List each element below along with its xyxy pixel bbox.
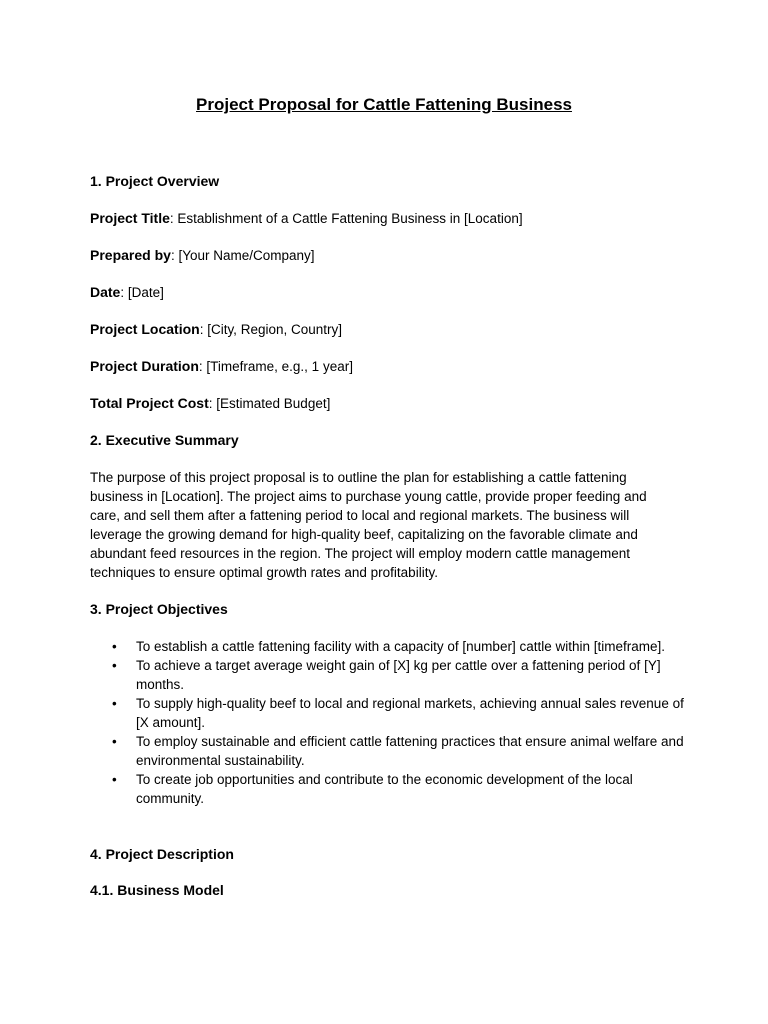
summary-paragraph: The purpose of this project proposal is to outline the plan for establishing a cattle fattening business in [Location]. The project aims to purchase young cattle, provide proper feeding and care, and sell them after a fattening period to local and regional markets. The business will leverage the growing demand for high-quality beef, capitalizing on the favorable climate and abundant feed resources in the region. The project will employ modern cattle management techniques to ensure optimal growth rates and profitability. bbox=[90, 470, 647, 580]
field-label: Total Project Cost bbox=[90, 395, 209, 411]
field-project-title bbox=[90, 209, 690, 228]
list-item-text: To establish a cattle fattening facility with a capacity of [number] cattle within [timeframe]. bbox=[136, 639, 665, 654]
field-value: : [Date] bbox=[120, 285, 164, 300]
section-heading-summary: 2. Executive Summary bbox=[90, 432, 239, 448]
field-value: : [Timeframe, e.g., 1 year] bbox=[198, 359, 353, 374]
list-item bbox=[90, 637, 690, 656]
objectives-list bbox=[90, 637, 690, 808]
field-value: : [Your Name/Company] bbox=[170, 248, 315, 263]
subsection-heading-business-model: 4.1. Business Model bbox=[90, 882, 224, 898]
field-project-location bbox=[90, 320, 690, 339]
field-label: Date bbox=[90, 284, 121, 300]
list-item-text: To achieve a target average weight gain of [X] kg per cattle over a fattening period of [Y] months. bbox=[136, 658, 661, 692]
field-value: : [City, Region, Country] bbox=[199, 322, 342, 337]
list-item bbox=[90, 694, 690, 732]
field-label: Prepared by bbox=[90, 247, 171, 263]
section-heading-description: 4. Project Description bbox=[90, 846, 234, 862]
document-title: Project Proposal for Cattle Fattening Business bbox=[196, 95, 572, 114]
field-date bbox=[90, 283, 690, 302]
field-project-duration bbox=[90, 357, 690, 376]
section-heading-objectives: 3. Project Objectives bbox=[90, 601, 228, 617]
field-prepared-by bbox=[90, 246, 690, 265]
bullet-icon: • bbox=[112, 772, 117, 787]
list-item-text: To create job opportunities and contribute to the economic development of the local community. bbox=[136, 772, 633, 806]
field-label: Project Title bbox=[90, 210, 170, 226]
bullet-icon: • bbox=[112, 696, 117, 711]
field-value: : Establishment of a Cattle Fattening Business in [Location] bbox=[169, 211, 523, 226]
bullet-icon: • bbox=[112, 639, 117, 654]
list-item bbox=[90, 770, 690, 808]
list-item-text: To employ sustainable and efficient cattle fattening practices that ensure animal welfare and environmental sustainability. bbox=[136, 734, 684, 768]
field-label: Project Location bbox=[90, 321, 200, 337]
bullet-icon: • bbox=[112, 658, 117, 673]
list-item bbox=[90, 656, 690, 694]
field-total-project-cost bbox=[90, 394, 690, 413]
bullet-icon: • bbox=[112, 734, 117, 749]
section-heading-overview: 1. Project Overview bbox=[90, 173, 220, 189]
field-value: : [Estimated Budget] bbox=[208, 396, 331, 411]
list-item bbox=[90, 732, 690, 770]
list-item-text: To supply high-quality beef to local and regional markets, achieving annual sales revenue of [X amount]. bbox=[136, 696, 684, 730]
field-label: Project Duration bbox=[90, 358, 199, 374]
